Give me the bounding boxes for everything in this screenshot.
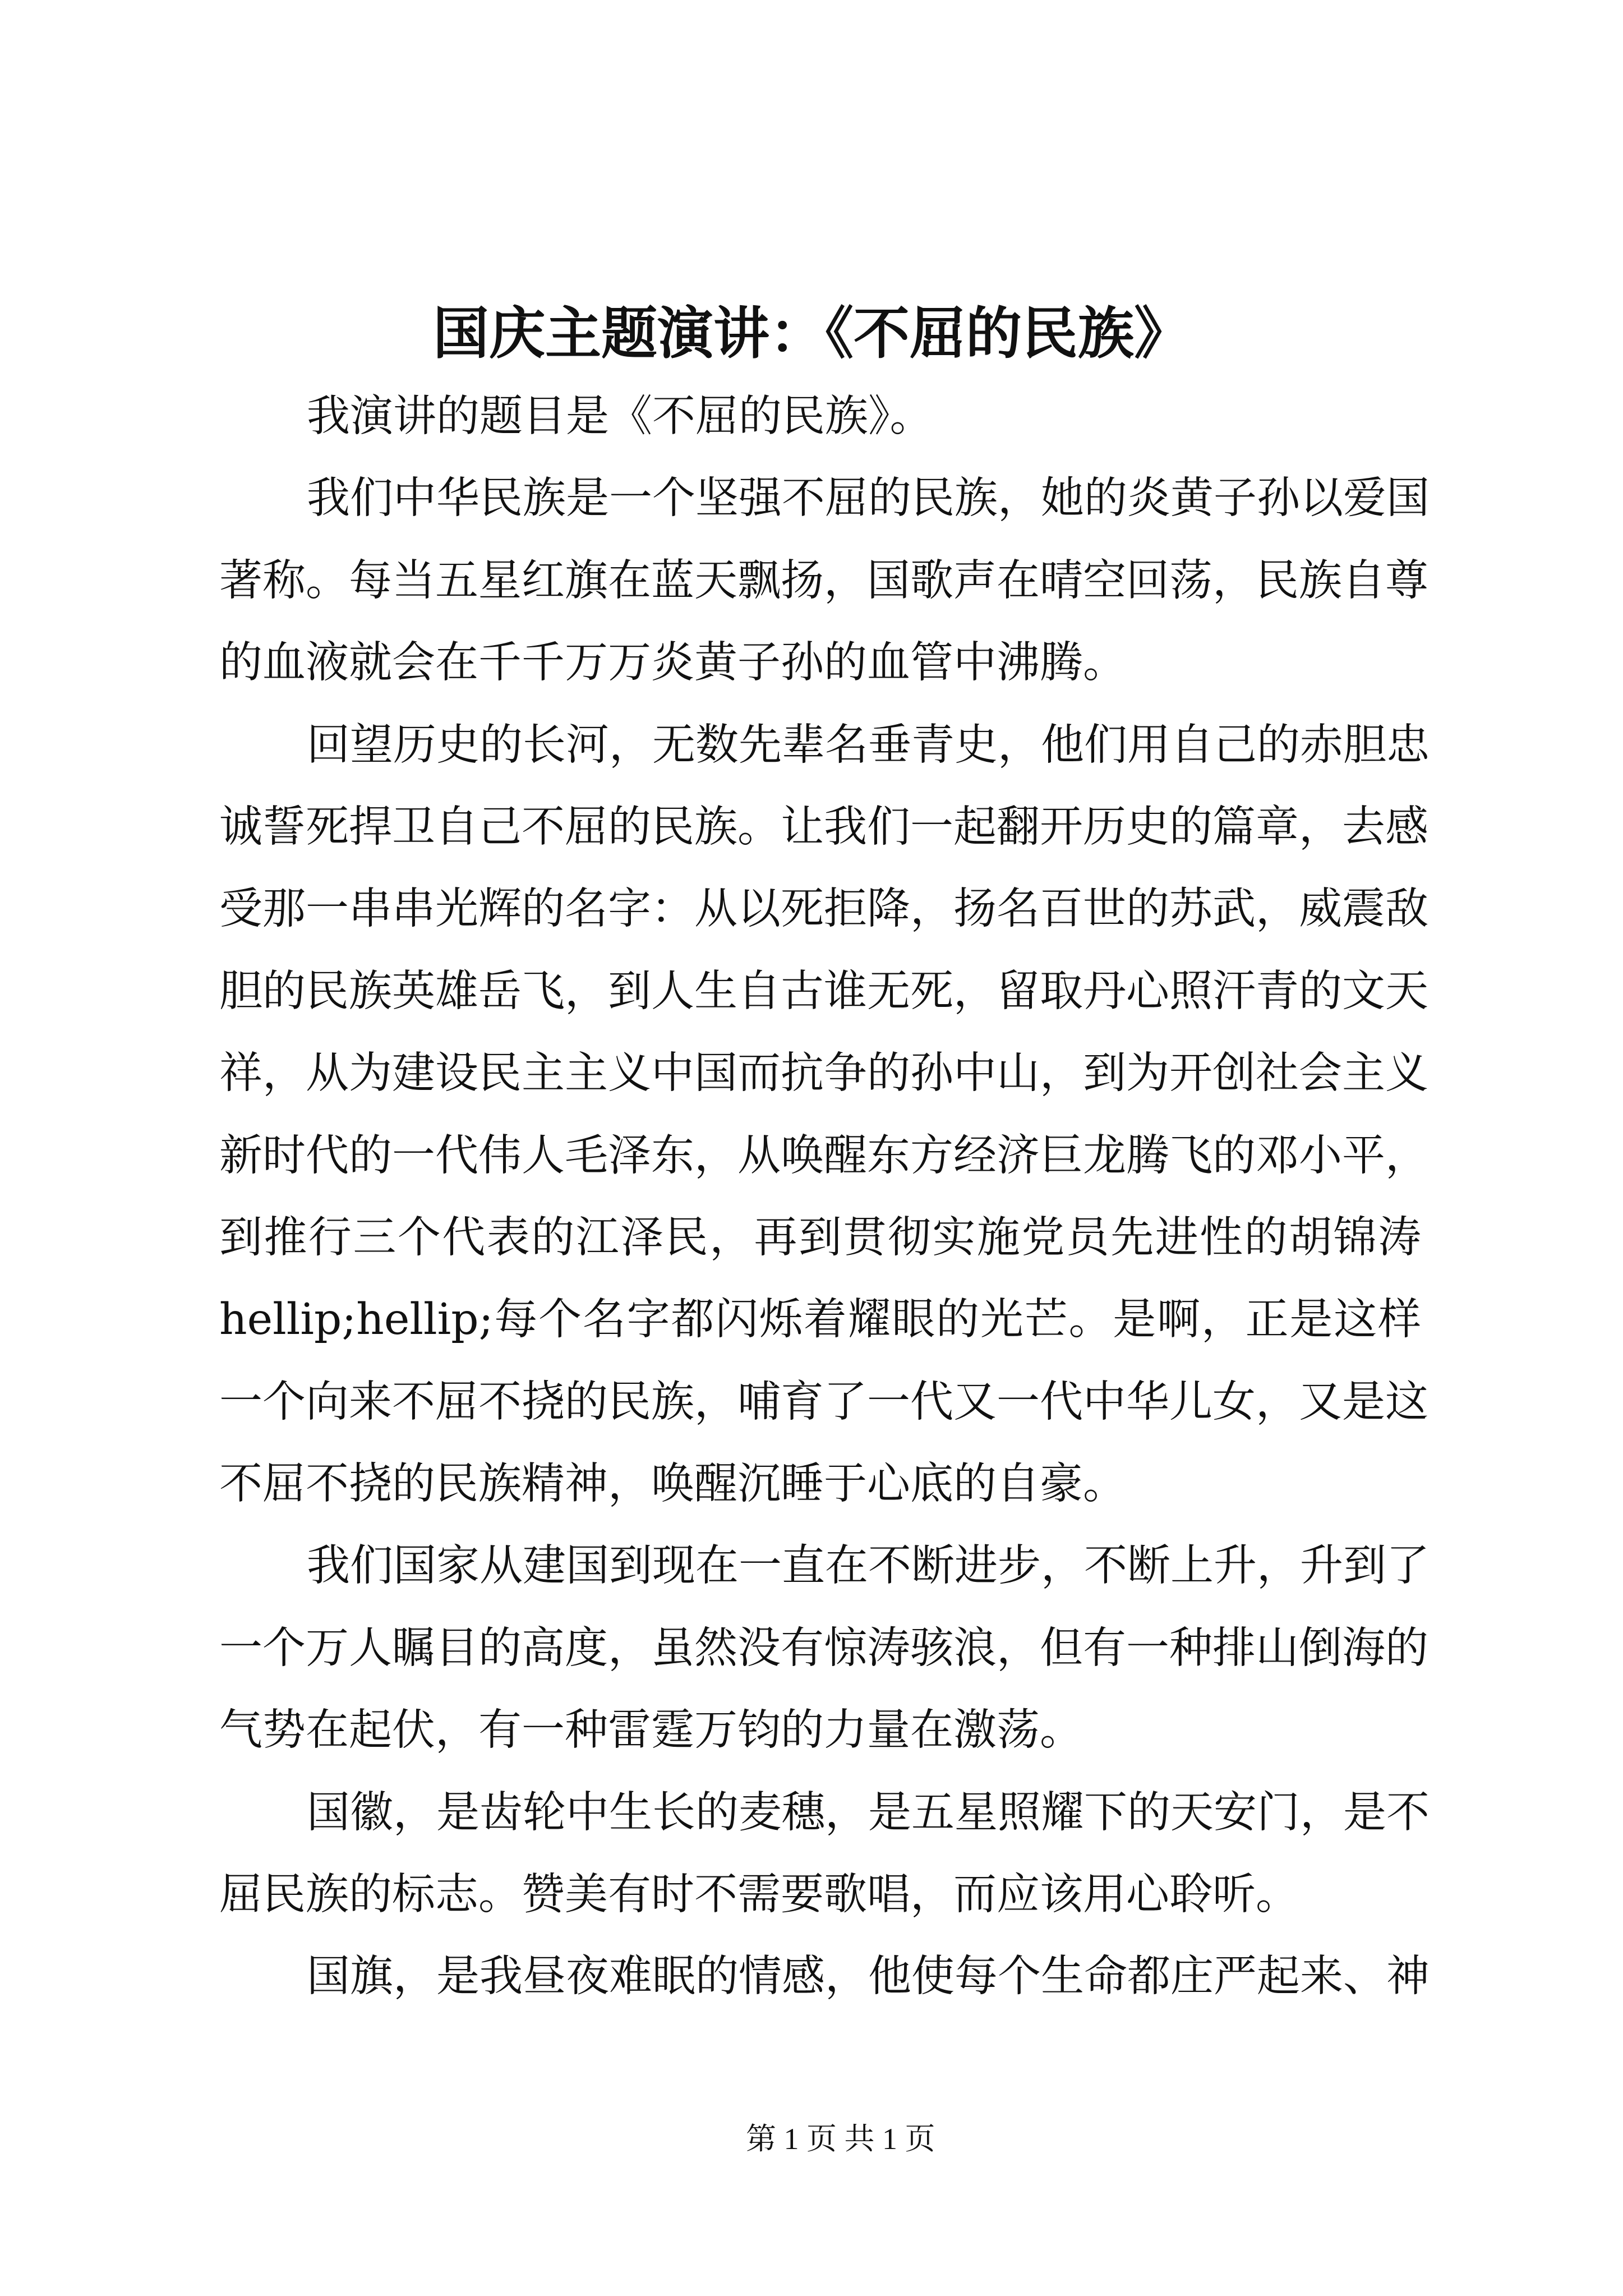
paragraph-line: 不屈不挠的民族精神，唤醒沉睡于心底的自豪。 — [219, 1459, 1126, 1510]
document-body — [219, 376, 1430, 2018]
page-footer: 第 1 页 共 1 页 — [746, 2122, 935, 2156]
paragraph-6 — [219, 1936, 1430, 2018]
paragraph-4 — [219, 1525, 1430, 1772]
paragraph-3 — [219, 705, 1430, 1526]
paragraph-line: 一个向来不屈不挠的民族，哺育了一代又一代中华儿女，又是这 — [219, 1377, 1428, 1427]
document-title: 国庆主题演讲：《不屈的民族》 — [433, 300, 1190, 366]
paragraph-line: 回望历史的长河，无数先辈名垂青史，他们用自己的赤胆忠 — [307, 720, 1430, 770]
paragraph-line: 的血液就会在千千万万炎黄子孙的血管中沸腾。 — [219, 638, 1126, 688]
paragraph-1 — [219, 376, 1421, 458]
paragraph-2 — [219, 458, 1430, 704]
paragraph-line: 屈民族的标志。赞美有时不需要歌唱，而应该用心聆听。 — [219, 1870, 1299, 1920]
paragraph-line: 诚誓死捍卫自己不屈的民族。让我们一起翻开历史的篇章，去感 — [219, 802, 1428, 852]
paragraph-line: 一个万人瞩目的高度，虽然没有惊涛骇浪，但有一种排山倒海的 — [219, 1623, 1428, 1673]
paragraph-line: 国徽，是齿轮中生长的麦穗，是五星照耀下的天安门，是不 — [307, 1787, 1430, 1838]
paragraph-line: hellip;hellip;每个名字都闪烁着耀眼的光芒。是啊，正是这样 — [219, 1295, 1421, 1345]
paragraph-line: 祥，从为建设民主主义中国而抗争的孙中山，到为开创社会主义 — [219, 1048, 1428, 1099]
paragraph-5 — [219, 1772, 1430, 1936]
paragraph-line: 新时代的一代伟人毛泽东，从唤醒东方经济巨龙腾飞的邓小平， — [219, 1130, 1428, 1181]
paragraph-line: 到推行三个代表的江泽民，再到贯彻实施党员先进性的胡锦涛 — [219, 1212, 1421, 1263]
paragraph-line: 我演讲的题目是《不屈的民族》。 — [307, 392, 933, 441]
paragraph-line: 我们中华民族是一个坚强不屈的民族，她的炎黄子孙以爱国 — [307, 473, 1430, 524]
paragraph-line: 我们国家从建国到现在一直在不断进步，不断上升，升到了 — [307, 1541, 1430, 1591]
paragraph-line: 气势在起伏，有一种雷霆万钧的力量在激荡。 — [219, 1705, 1083, 1756]
paragraph-line: 受那一串串光辉的名字：从以死拒降，扬名百世的苏武，威震敌 — [219, 884, 1428, 935]
paragraph-line: 胆的民族英雄岳飞，到人生自古谁无死，留取丹心照汗青的文天 — [219, 966, 1428, 1016]
paragraph-line: 著称。每当五星红旗在蓝天飘扬，国歌声在晴空回荡，民族自尊 — [219, 555, 1428, 606]
paragraph-line: 国旗，是我昼夜难眠的情感，他使每个生命都庄严起来、神 — [307, 1952, 1430, 2002]
